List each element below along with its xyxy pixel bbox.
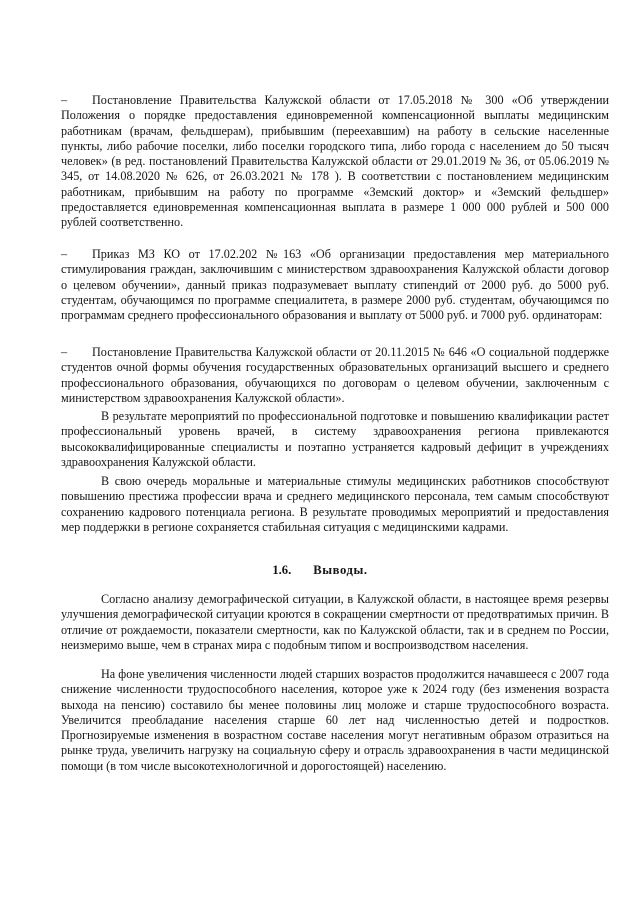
paragraph-demography-analysis: Согласно анализу демографической ситуации, в Калужской области, в настоящее время резервы улучшения демографической ситуации кроются в сокращении смертности от предотвратимых причин. В отличие от рождаемости, показатели смертности, как по Калужской области, так и в среднем по России, неизмеримо выше, чем в странах мира с подобным типом и воспроизводством населения.: [61, 592, 609, 652]
section-number: 1.6.: [272, 563, 292, 577]
paragraph-incentives: В свою очередь моральные и материальные стимулы медицинских работников способствуют повышению престижа профессии врача и среднего медицинского персонала, тем самым способствуют сохранению кадрового потенциала региона. В результате проводимых мероприятий и предоставления мер поддержки в регионе сохраняется стабильная ситуация с медицинскими кадрами.: [61, 474, 609, 534]
list-dash: –: [61, 93, 68, 107]
section-title: Выводы.: [313, 563, 368, 577]
paragraph-text: Приказ МЗ КО от 17.02.202 №163 «Об организации предоставления мер материального стимулирования граждан, заключившим с министерством здравоохранения Калужской области договор о целевом обучении», данный приказ подразумевает выплату стипендий от 2000 руб. до 5000 руб. студентам, обучающимся по программе специалитета, в размере 2000 руб. студентам, обучающимся по программам среднего профессионального образования и выплату от 5000 руб. и 7000 руб. ординаторам:: [61, 247, 609, 323]
paragraph-text: Постановление Правительства Калужской области от 17.05.2018 № 300 «Об утверждении Положения о порядке предоставления единовременной компенсационной выплаты медицинским работникам (врачам, фельдшерам), прибывшим (переехавшим) на работу в сельские населенные пункты, либо рабочие поселки, либо поселки городского типа, либо города с населением до 50 тысяч человек» (в ред. постановлений Правительства Калужской области от 29.01.2019 № 36, от 05.06.2019 № 345, от 14.08.2020 № 626, от 26.03.2021 № 178 ). В соответствии с постановлением медицинским работникам, прибывшим на работу по программе «Земский доктор» и «Земский фельдшер» предоставляется единовременная компенсационная выплата в размере 1 000 000 рублей и 500 000 рублей соответственно.: [61, 93, 609, 230]
paragraph-text: Постановление Правительства Калужской области от 20.11.2015 № 646 «О социальной поддержке студентов очной формы обучения государственных образовательных организаций высшего и среднего профессионального образования, обучающихся по договорам о целевом обучении, заключенным с министерством здравоохранения Калужской области».: [61, 345, 609, 405]
paragraph-order-163: [61, 247, 609, 323]
paragraph-population-forecast: На фоне увеличения численности людей старших возрастов продолжится начавшееся с 2007 года снижение численности трудоспособного населения, которое уже к 2024 году (без изменения возраста выхода на пенсию) составило бы менее половины лиц моложе и старше трудоспособного возраста. Увеличится преобладание населения старше 60 лет над численностью детей и подростков. Прогнозируемые изменения в возрастном составе населения могут негативным образом отразиться на рынке труда, увеличить нагрузку на социальную сферу и отрасль здравоохранения в части медицинской помощи (в том числе высокотехнологичной и дорогостоящей) населению.: [61, 667, 609, 773]
list-dash: –: [61, 247, 68, 261]
section-heading: [0, 563, 640, 578]
paragraph-resolution-646: [61, 345, 609, 406]
paragraph-resolution-300: [61, 93, 609, 231]
paragraph-training-results: В результате мероприятий по профессиональной подготовке и повышению квалификации растет профессиональный уровень врачей, в систему здравоохранения региона привлекаются высококвалифицированные специалисты и поэтапно устраняется кадровый дефицит в учреждениях здравоохранения Калужской области.: [61, 409, 609, 469]
list-dash: –: [61, 345, 68, 359]
